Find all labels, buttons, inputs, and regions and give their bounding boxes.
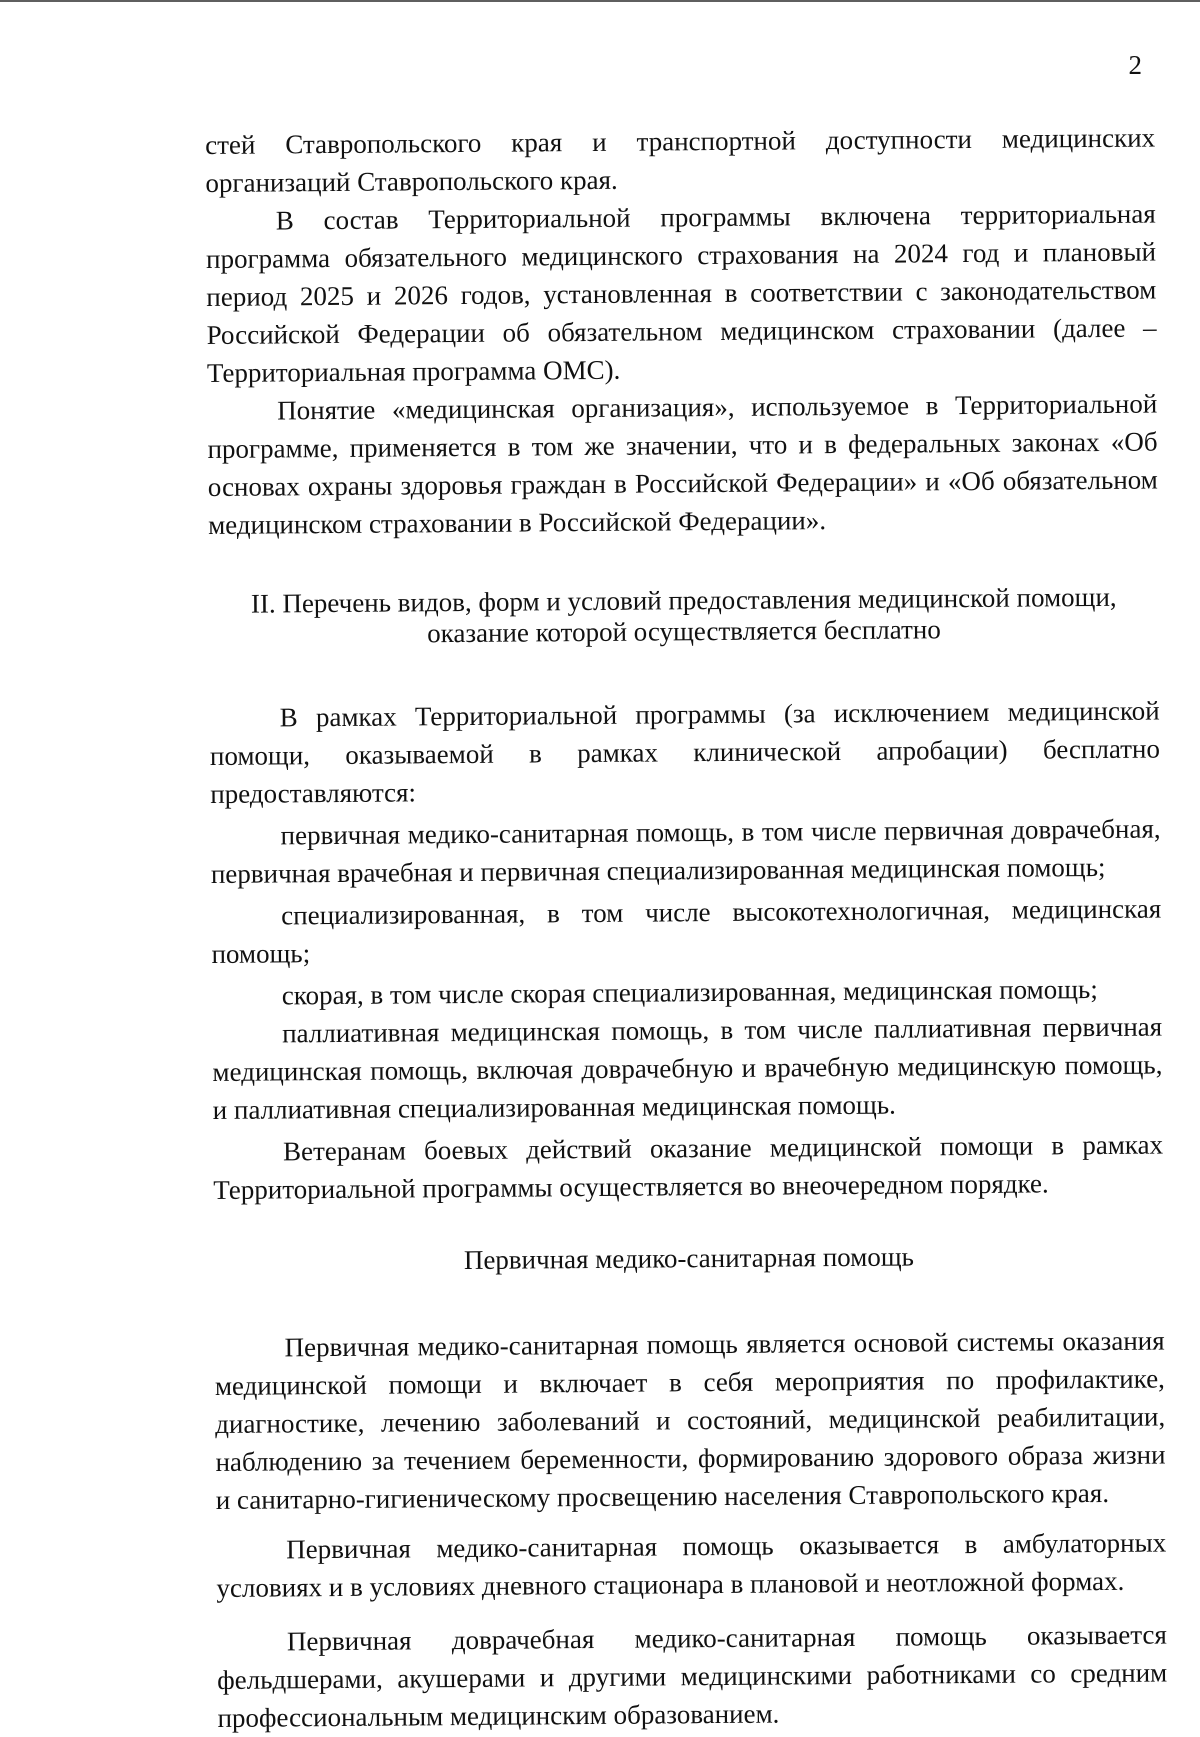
list-item-palliative-care: паллиативная медицинская помощь, в том числе паллиативная первичная медицинская помощь, включая доврачебную и врачебную медицинскую помощь, и паллиативная специализированная медицинская помощь. bbox=[212, 1011, 1163, 1125]
list-item-primary-care: первичная медико-санитарная помощь, в том числе первичная доврачебная, первичная врачебная и первичная специализированная медицинская помощь; bbox=[210, 813, 1161, 889]
paragraph-medical-organization-definition: Понятие «медицинская организация», используемое в Территориальной программе, применяется в том же значении, что и в федеральных законах «Об основах охраны здоровья граждан в Российской Федерации» и «Об обязательном медицинском страховании в Российской Федерации». bbox=[207, 388, 1158, 540]
paragraph-veterans-priority: Ветеранам боевых действий оказание медицинской помощи в рамках Территориальной программы осуществляется во внеочередном порядке. bbox=[213, 1129, 1164, 1205]
section-heading-line-2: оказание которой осуществляется бесплатно bbox=[427, 614, 941, 649]
document-body bbox=[205, 119, 1168, 1737]
page-number: 2 bbox=[1128, 50, 1142, 80]
paragraph-prehospital-care: Первичная доврачебная медико-санитарная помощь оказывается фельдшерами, акушерами и другими медицинскими работниками со средним профессиональным медицинским образованием. bbox=[217, 1619, 1168, 1733]
section-heading bbox=[209, 582, 1159, 651]
paragraph-continuation: стей Ставропольского края и транспортной доступности медицинских организаций Ставропольского края. bbox=[205, 122, 1156, 198]
section-heading-line-1: II. Перечень видов, форм и условий предоставления медицинской помощи, bbox=[250, 581, 1117, 619]
list-item-specialized-care: специализированная, в том числе высокотехнологичная, медицинская помощь; bbox=[211, 893, 1162, 969]
paragraph-primary-care-description: Первичная медико-санитарная помощь является основой системы оказания медицинской помощи и включает в себя мероприятия по профилактике, диагностике, лечению заболеваний и состояний, медицинской реабилитации, наблюдению за течением беременности, формированию здорового образа жизни и санитарно-гигиеническому просвещению населения Ставропольского края. bbox=[214, 1325, 1166, 1515]
list-item-emergency-care: скорая, в том числе скорая специализированная, медицинская помощь; bbox=[281, 974, 1098, 1011]
scan-top-edge bbox=[0, 0, 1200, 2]
paragraph-free-services-intro: В рамках Территориальной программы (за исключением медицинской помощи, оказываемой в рамках клинической апробации) бесплатно предоставляются: bbox=[209, 695, 1161, 809]
paragraph-primary-care-conditions: Первичная медико-санитарная помощь оказывается в амбулаторных условиях и в условиях дневного стационара в плановой и неотложной формах. bbox=[216, 1527, 1167, 1603]
subsection-heading: Первичная медико-санитарная помощь bbox=[463, 1241, 915, 1276]
paragraph-oms-program: В состав Территориальной программы включена территориальная программа обязательного медицинского страхования на 2024 год и плановый период 2025 и 2026 годов, установленная в соответствии с законодательством Российской Федерации об обязательном медицинском страховании (далее – Территориальная программа ОМС). bbox=[205, 198, 1157, 388]
